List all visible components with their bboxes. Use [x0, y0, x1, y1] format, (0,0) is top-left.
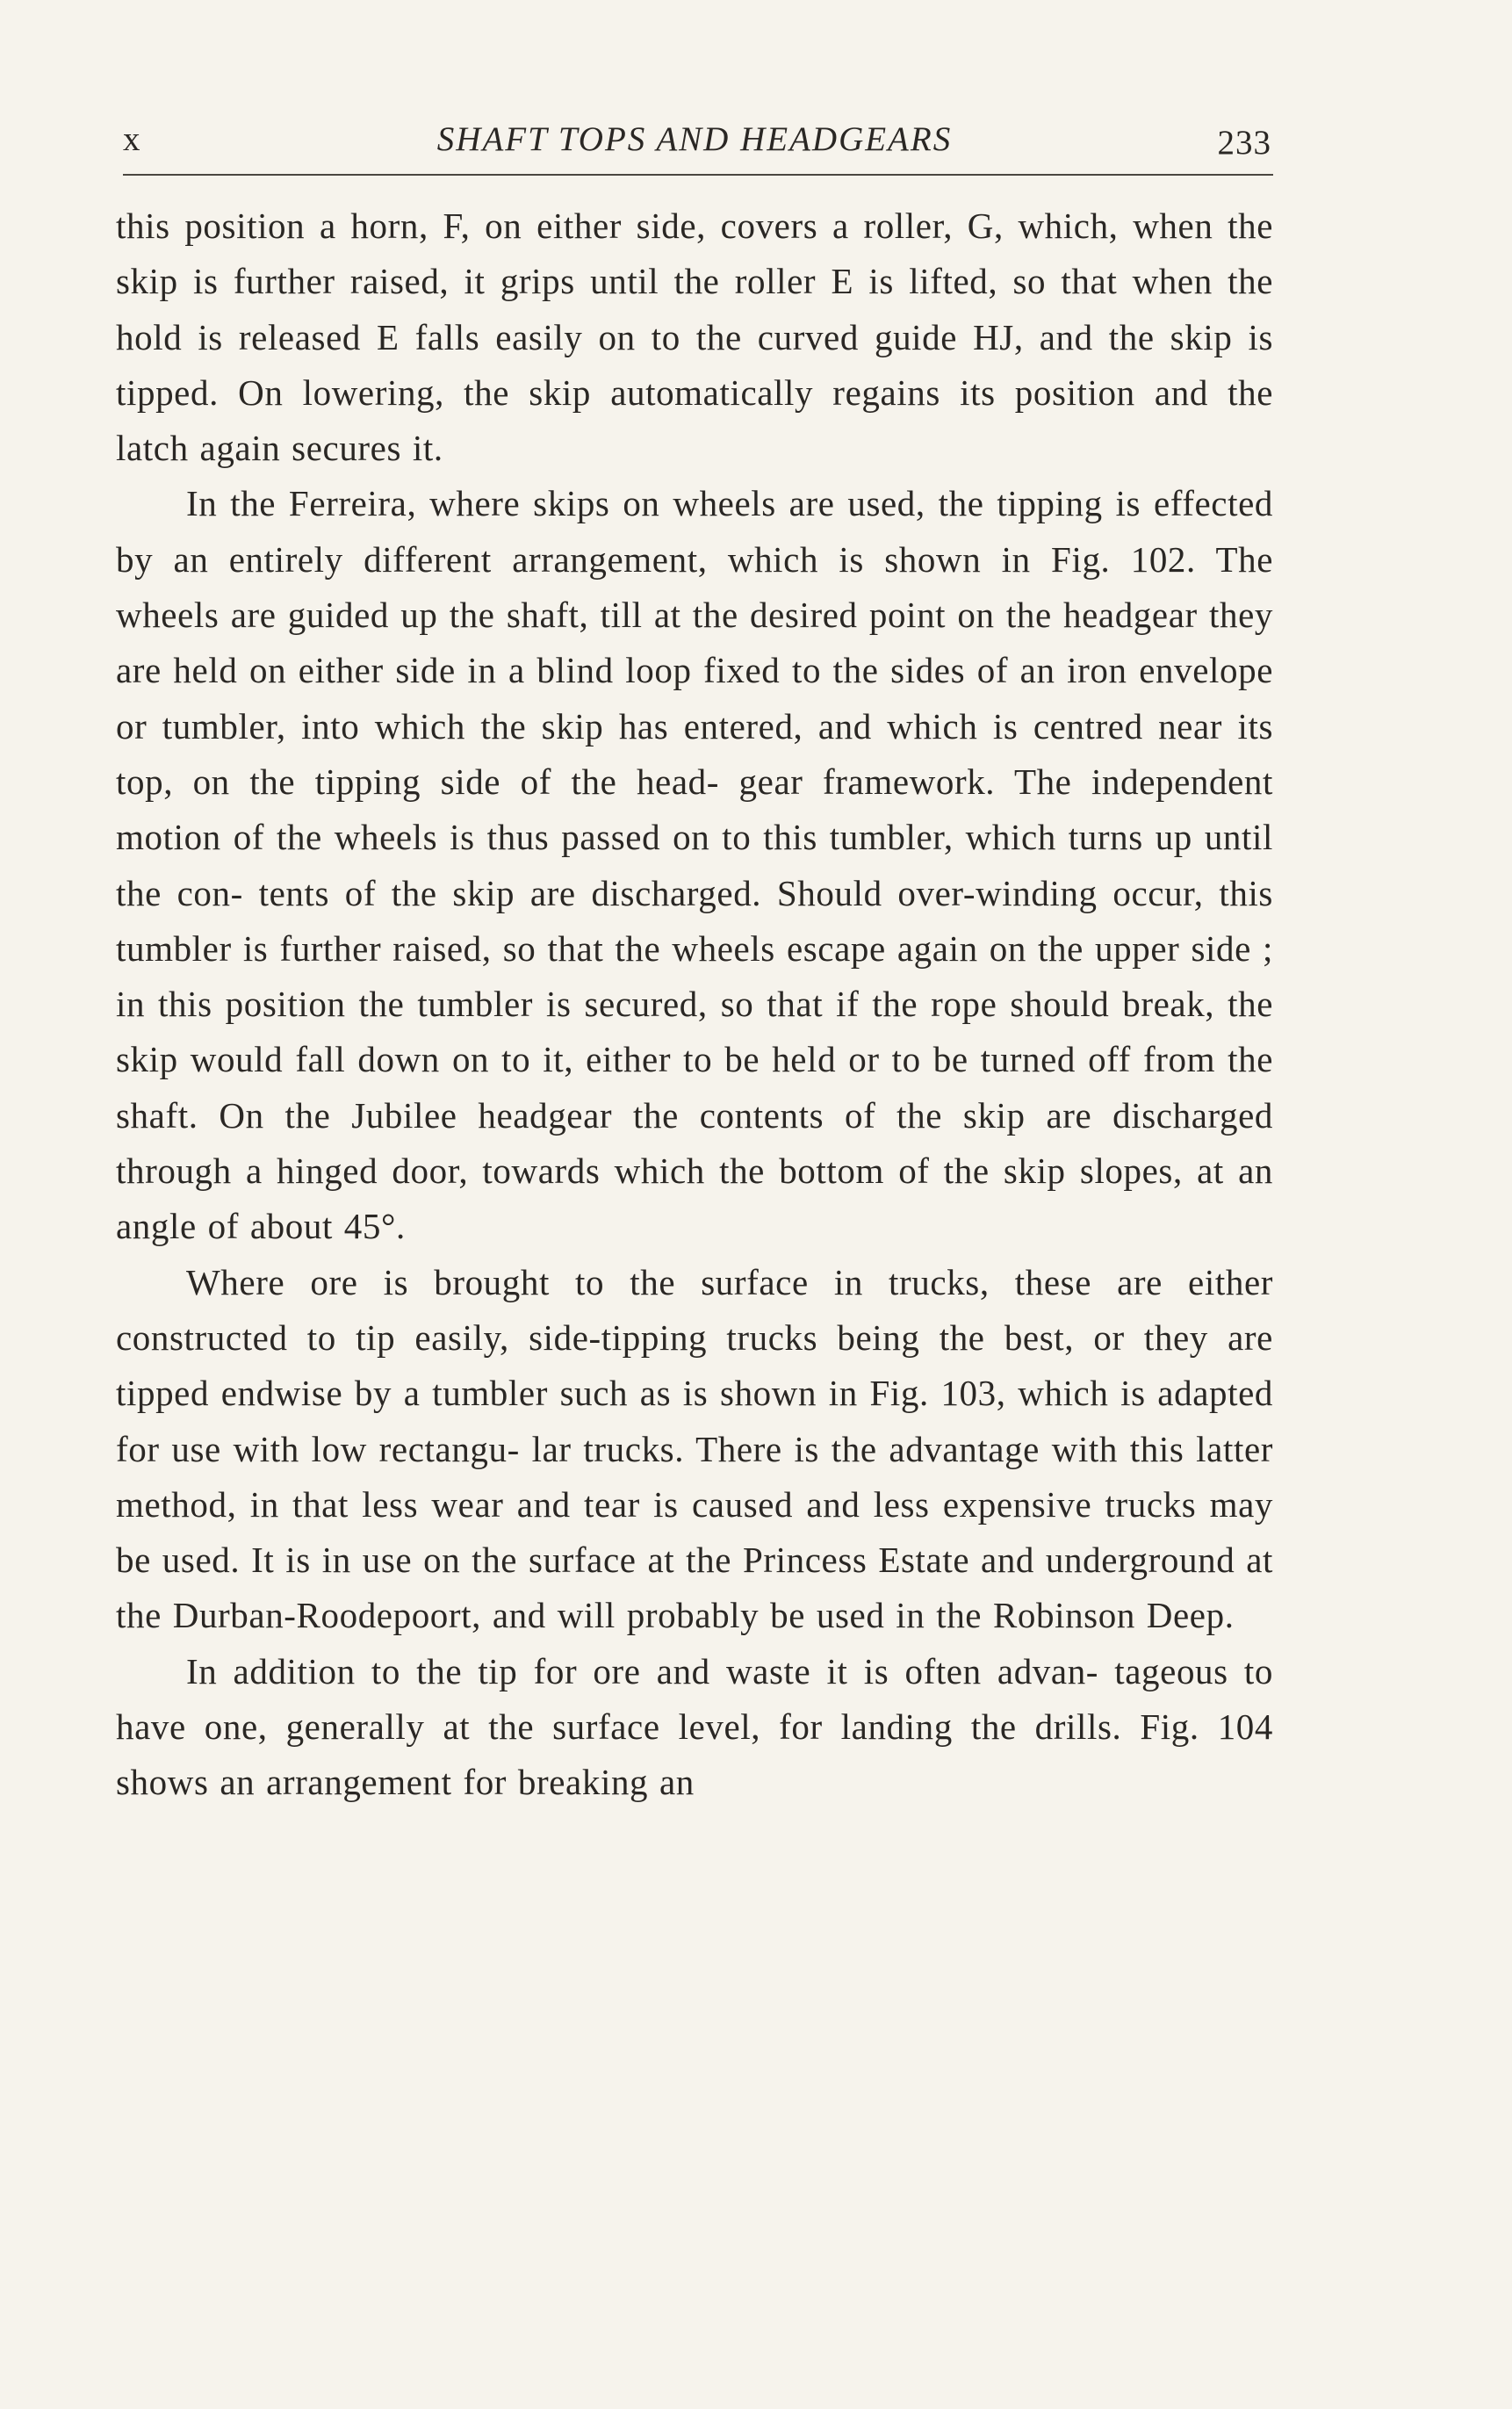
book-page: [116, 114, 1273, 1811]
page-number: 233: [1217, 124, 1271, 162]
running-title: SHAFT TOPS AND HEADGEARS: [436, 120, 953, 158]
chapter-number: x: [123, 120, 141, 158]
body-text: [116, 198, 1273, 1811]
running-head: [116, 114, 1273, 167]
paragraph-2: In the Ferreira, where skips on wheels are used, the tipping is effected by an entirely different arrangement, which is shown in Fig. 102. The wheels are guided up the shaft, till at the desired point on the headgear they are held on either side in a blind loop fixed to the sides of an iron envelope or tumbler, into which the skip has entered, and which is centred near its top, on the tipping side of the head- gear framework. The independent motion of the wheels is thus passed on to this tumbler, which turns up until the con- tents of the skip are discharged. Should over-winding occur, this tumbler is further raised, so that the wheels escape again on the upper side ; in this position the tumbler is secured, so that if the rope should break, the skip would fall down on to it, either to be held or to be turned off from the shaft. On the Jubilee headgear the contents of the skip are discharged through a hinged door, towards which the bottom of the skip slopes, at an angle of about 45°.: [116, 483, 1273, 1247]
header-rule: [123, 174, 1273, 176]
paragraph-4: In addition to the tip for ore and waste it is often advan- tageous to have one, generally at the surface level, for landing the drills. Fig. 104 shows an arrangement for breaking an: [116, 1650, 1273, 1803]
paragraph-1: this position a horn, F, on either side, covers a roller, G, which, when the skip is further raised, it grips until the roller E is lifted, so that when the hold is released E falls easily on to the curved guide HJ, and the skip is tipped. On lowering, the skip automatically regains its position and the latch again secures it.: [116, 206, 1273, 469]
paragraph-3: Where ore is brought to the surface in trucks, these are either constructed to tip easily, side-tipping trucks being the best, or they are tipped endwise by a tumbler such as is shown in Fig. 103, which is adapted for use with low rectangu- lar trucks. There is the advantage with this latter method, in that less wear and tear is caused and less expensive trucks may be used. It is in use on the surface at the Princess Estate and underground at the Durban-Roodepoort, and will probably be used in the Robinson Deep.: [116, 1261, 1273, 1636]
